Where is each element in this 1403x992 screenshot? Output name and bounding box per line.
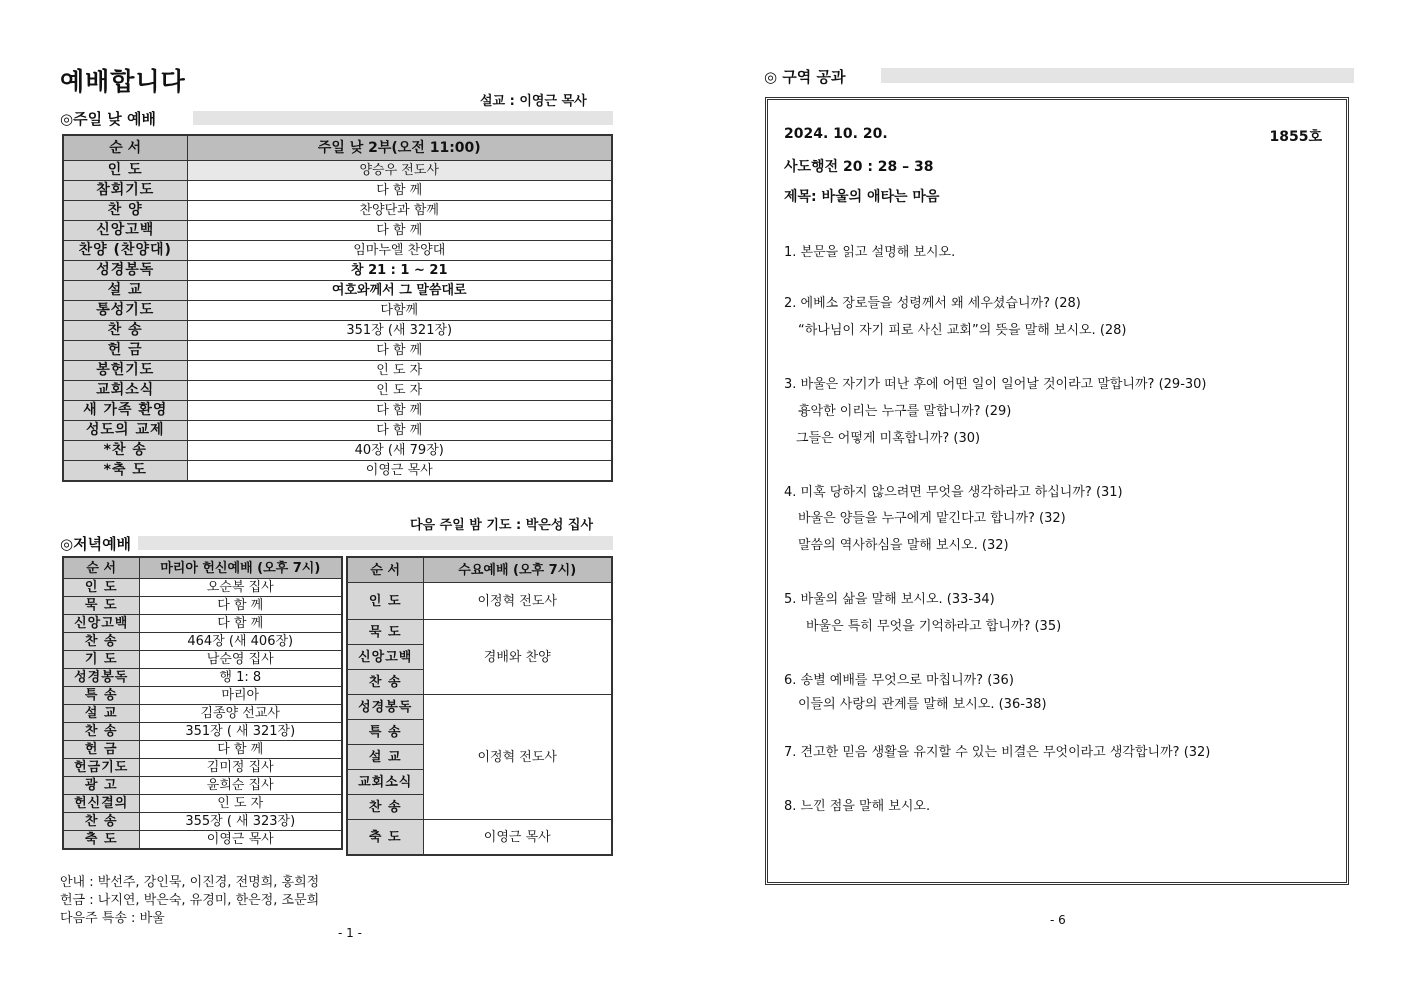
table-row xyxy=(63,241,612,261)
order-value: 355장 ( 새 323장) xyxy=(139,813,342,831)
order-label: *축 도 xyxy=(63,461,187,482)
page-number: - 1 - xyxy=(338,926,362,940)
order-value: 다 함 께 xyxy=(187,401,612,421)
question-sub: “하나님이 자기 피로 사신 교회”의 뜻을 말해 보시오. (28) xyxy=(798,323,1127,338)
table-row xyxy=(63,759,342,777)
table-row xyxy=(63,181,612,201)
order-label: 기 도 xyxy=(63,651,139,669)
order-label: 헌신결의 xyxy=(63,795,139,813)
order-value: 남순영 집사 xyxy=(139,651,342,669)
table-row xyxy=(63,261,612,281)
order-label: 새 가족 환영 xyxy=(63,401,187,421)
question-sub: 이들의 사랑의 관계를 말해 보시오. (36-38) xyxy=(798,697,1047,712)
question-item: 8. 느낀 점을 말해 보시오. xyxy=(784,799,931,814)
order-label: 인 도 xyxy=(63,161,187,181)
header-order: 순 서 xyxy=(63,557,139,579)
order-value: 다 함 께 xyxy=(139,597,342,615)
table-row xyxy=(63,401,612,421)
order-label: 묵 도 xyxy=(347,620,423,645)
order-label: 성경봉독 xyxy=(63,669,139,687)
order-label: 찬 송 xyxy=(63,813,139,831)
table-row xyxy=(63,579,342,597)
order-value: 마리아 xyxy=(139,687,342,705)
table-row xyxy=(63,705,342,723)
evening-service-heading: ◎저녁예배 xyxy=(60,535,132,553)
table-row xyxy=(63,669,342,687)
order-label: 통성기도 xyxy=(63,301,187,321)
order-label: 묵 도 xyxy=(63,597,139,615)
heading-bar xyxy=(138,536,613,550)
order-value: 양승우 전도사 xyxy=(187,161,612,181)
table-row xyxy=(63,795,342,813)
order-value: 인 도 자 xyxy=(139,795,342,813)
question-sub: 흉악한 이리는 누구를 말합니까? (29) xyxy=(798,404,1012,419)
table-row xyxy=(63,201,612,221)
table-header-row xyxy=(63,135,612,161)
header-order: 순 서 xyxy=(63,135,187,161)
order-label: 인 도 xyxy=(63,579,139,597)
order-label: 광 고 xyxy=(63,777,139,795)
header-order: 순 서 xyxy=(347,557,423,583)
order-label: 교회소식 xyxy=(63,381,187,401)
table-row xyxy=(63,441,612,461)
sermon-by: 설교 : 이영근 목사 xyxy=(480,94,587,109)
table-row xyxy=(63,777,342,795)
order-label: 성경봉독 xyxy=(63,261,187,281)
order-label: 찬 양 xyxy=(63,201,187,221)
order-value: 윤희순 집사 xyxy=(139,777,342,795)
table-row xyxy=(63,381,612,401)
order-value: 다 함 께 xyxy=(139,615,342,633)
order-label: 봉헌기도 xyxy=(63,361,187,381)
order-label: 교회소식 xyxy=(347,770,423,795)
order-label: 헌 금 xyxy=(63,741,139,759)
lesson-title: 제목: 바울의 애타는 마음 xyxy=(784,189,940,205)
order-value: 김미정 집사 xyxy=(139,759,342,777)
order-label: 찬 송 xyxy=(63,633,139,651)
order-label: 성경봉독 xyxy=(347,695,423,720)
question-item: 3. 바울은 자기가 떠난 후에 어떤 일이 일어날 것이라고 말합니까? (29-30) xyxy=(784,377,1207,392)
question-sub: 말씀의 역사하심을 말해 보시오. (32) xyxy=(798,538,1009,553)
order-value: 다 함 께 xyxy=(187,341,612,361)
order-label: 설 교 xyxy=(63,281,187,301)
usher-list: 안내 : 박선주, 강인묵, 이진경, 전명희, 홍희정 xyxy=(60,875,320,890)
scripture-reference: 사도행전 20 : 28 – 38 xyxy=(784,159,934,175)
table-row xyxy=(63,221,612,241)
table-row xyxy=(63,633,342,651)
sunday-service-heading: ◎주일 낮 예배 xyxy=(60,110,156,128)
page-number: - 6 xyxy=(1050,913,1066,927)
table-row xyxy=(63,421,612,441)
order-value: 임마누엘 찬양대 xyxy=(187,241,612,261)
table-row xyxy=(63,161,612,181)
order-value: 이영근 목사 xyxy=(139,831,342,850)
next-prayer-note: 다음 주일 밤 기도 : 박은성 집사 xyxy=(410,518,594,533)
offering-list: 헌금 : 나지연, 박은숙, 유경미, 한은정, 조문희 xyxy=(60,893,320,908)
order-value: 오순복 집사 xyxy=(139,579,342,597)
table-row xyxy=(63,831,342,850)
issue-number: 1855호 xyxy=(1269,129,1322,145)
order-label: 축 도 xyxy=(347,820,423,856)
order-value: 이정혁 전도사 xyxy=(423,695,612,820)
order-value: 351장 ( 새 321장) xyxy=(139,723,342,741)
order-value: 행 1: 8 xyxy=(139,669,342,687)
table-row xyxy=(63,615,342,633)
order-value: 이영근 목사 xyxy=(187,461,612,482)
table-row xyxy=(63,321,612,341)
order-value: 인 도 자 xyxy=(187,381,612,401)
question-sub: 그들은 어떻게 미혹합니까? (30) xyxy=(796,431,981,446)
next-special-song: 다음주 특송 : 바울 xyxy=(60,911,165,926)
header-service: 주일 낮 2부(오전 11:00) xyxy=(187,135,612,161)
order-label: 설 교 xyxy=(63,705,139,723)
question-sub: 바울은 양들을 누구에게 맡긴다고 합니까? (32) xyxy=(798,511,1066,526)
order-value: 다함께 xyxy=(187,301,612,321)
order-label: *찬 송 xyxy=(63,441,187,461)
question-item: 6. 송별 예배를 무엇으로 마칩니까? (36) xyxy=(784,673,1014,688)
page-title: 예배합니다 xyxy=(60,67,186,96)
question-item: 4. 미혹 당하지 않으려면 무엇을 생각하라고 하십니까? (31) xyxy=(784,485,1123,500)
header-service: 마리아 헌신예배 (오후 7시) xyxy=(139,557,342,579)
table-row xyxy=(63,741,342,759)
order-value: 경배와 찬양 xyxy=(423,620,612,695)
order-label: 찬 송 xyxy=(347,670,423,695)
order-label: 인 도 xyxy=(347,583,423,620)
order-label: 성도의 교제 xyxy=(63,421,187,441)
wednesday-service-table xyxy=(346,556,613,856)
order-value: 여호와께서 그 말씀대로 xyxy=(187,281,612,301)
question-item: 1. 본문을 읽고 설명해 보시오. xyxy=(784,245,956,260)
order-value: 이정혁 전도사 xyxy=(423,583,612,620)
order-value: 다 함 께 xyxy=(139,741,342,759)
order-label: 찬양 (찬양대) xyxy=(63,241,187,261)
order-value: 이영근 목사 xyxy=(423,820,612,856)
question-item: 5. 바울의 삶을 말해 보시오. (33-34) xyxy=(784,592,995,607)
table-row xyxy=(63,281,612,301)
order-label: 설 교 xyxy=(347,745,423,770)
order-label: 신앙고백 xyxy=(347,645,423,670)
order-value: 351장 (새 321장) xyxy=(187,321,612,341)
table-row xyxy=(63,687,342,705)
order-value: 다 함 께 xyxy=(187,421,612,441)
sunday-service-table xyxy=(62,134,613,482)
evening-service-table xyxy=(62,556,343,850)
order-label: 찬 송 xyxy=(63,723,139,741)
table-row xyxy=(63,361,612,381)
lesson-date: 2024. 10. 20. xyxy=(784,126,888,142)
lesson-box xyxy=(765,97,1349,885)
table-row xyxy=(63,597,342,615)
header-service: 수요예배 (오후 7시) xyxy=(423,557,612,583)
question-item: 7. 견고한 믿음 생활을 유지할 수 있는 비결은 무엇이라고 생각합니까? (32) xyxy=(784,745,1211,760)
table-header-row xyxy=(347,557,612,583)
order-label: 참회기도 xyxy=(63,181,187,201)
order-label: 찬 송 xyxy=(347,795,423,820)
cell-lesson-heading: ◎ 구역 공과 xyxy=(764,68,846,86)
order-value: 다 함 께 xyxy=(187,181,612,201)
table-row xyxy=(63,341,612,361)
heading-bar xyxy=(881,68,1354,83)
order-label: 신앙고백 xyxy=(63,615,139,633)
order-label: 특 송 xyxy=(347,720,423,745)
order-value: 464장 (새 406장) xyxy=(139,633,342,651)
table-row xyxy=(63,651,342,669)
order-label: 찬 송 xyxy=(63,321,187,341)
heading-bar xyxy=(193,111,613,125)
question-item: 2. 에베소 장로들을 성령께서 왜 세우셨습니까? (28) xyxy=(784,296,1081,311)
order-value: 김종양 선교사 xyxy=(139,705,342,723)
order-label: 신앙고백 xyxy=(63,221,187,241)
question-sub: 바울은 특히 무엇을 기억하라고 합니까? (35) xyxy=(806,619,1062,634)
order-value: 찬양단과 함께 xyxy=(187,201,612,221)
order-value: 인 도 자 xyxy=(187,361,612,381)
order-value: 40장 (새 79장) xyxy=(187,441,612,461)
table-row xyxy=(63,301,612,321)
order-value: 다 함 께 xyxy=(187,221,612,241)
table-header-row xyxy=(63,557,342,579)
order-label: 특 송 xyxy=(63,687,139,705)
order-value: 창 21 : 1 ~ 21 xyxy=(187,261,612,281)
order-label: 축 도 xyxy=(63,831,139,850)
table-row xyxy=(63,723,342,741)
order-label: 헌금기도 xyxy=(63,759,139,777)
table-row xyxy=(63,813,342,831)
order-label: 헌 금 xyxy=(63,341,187,361)
table-row xyxy=(63,461,612,482)
